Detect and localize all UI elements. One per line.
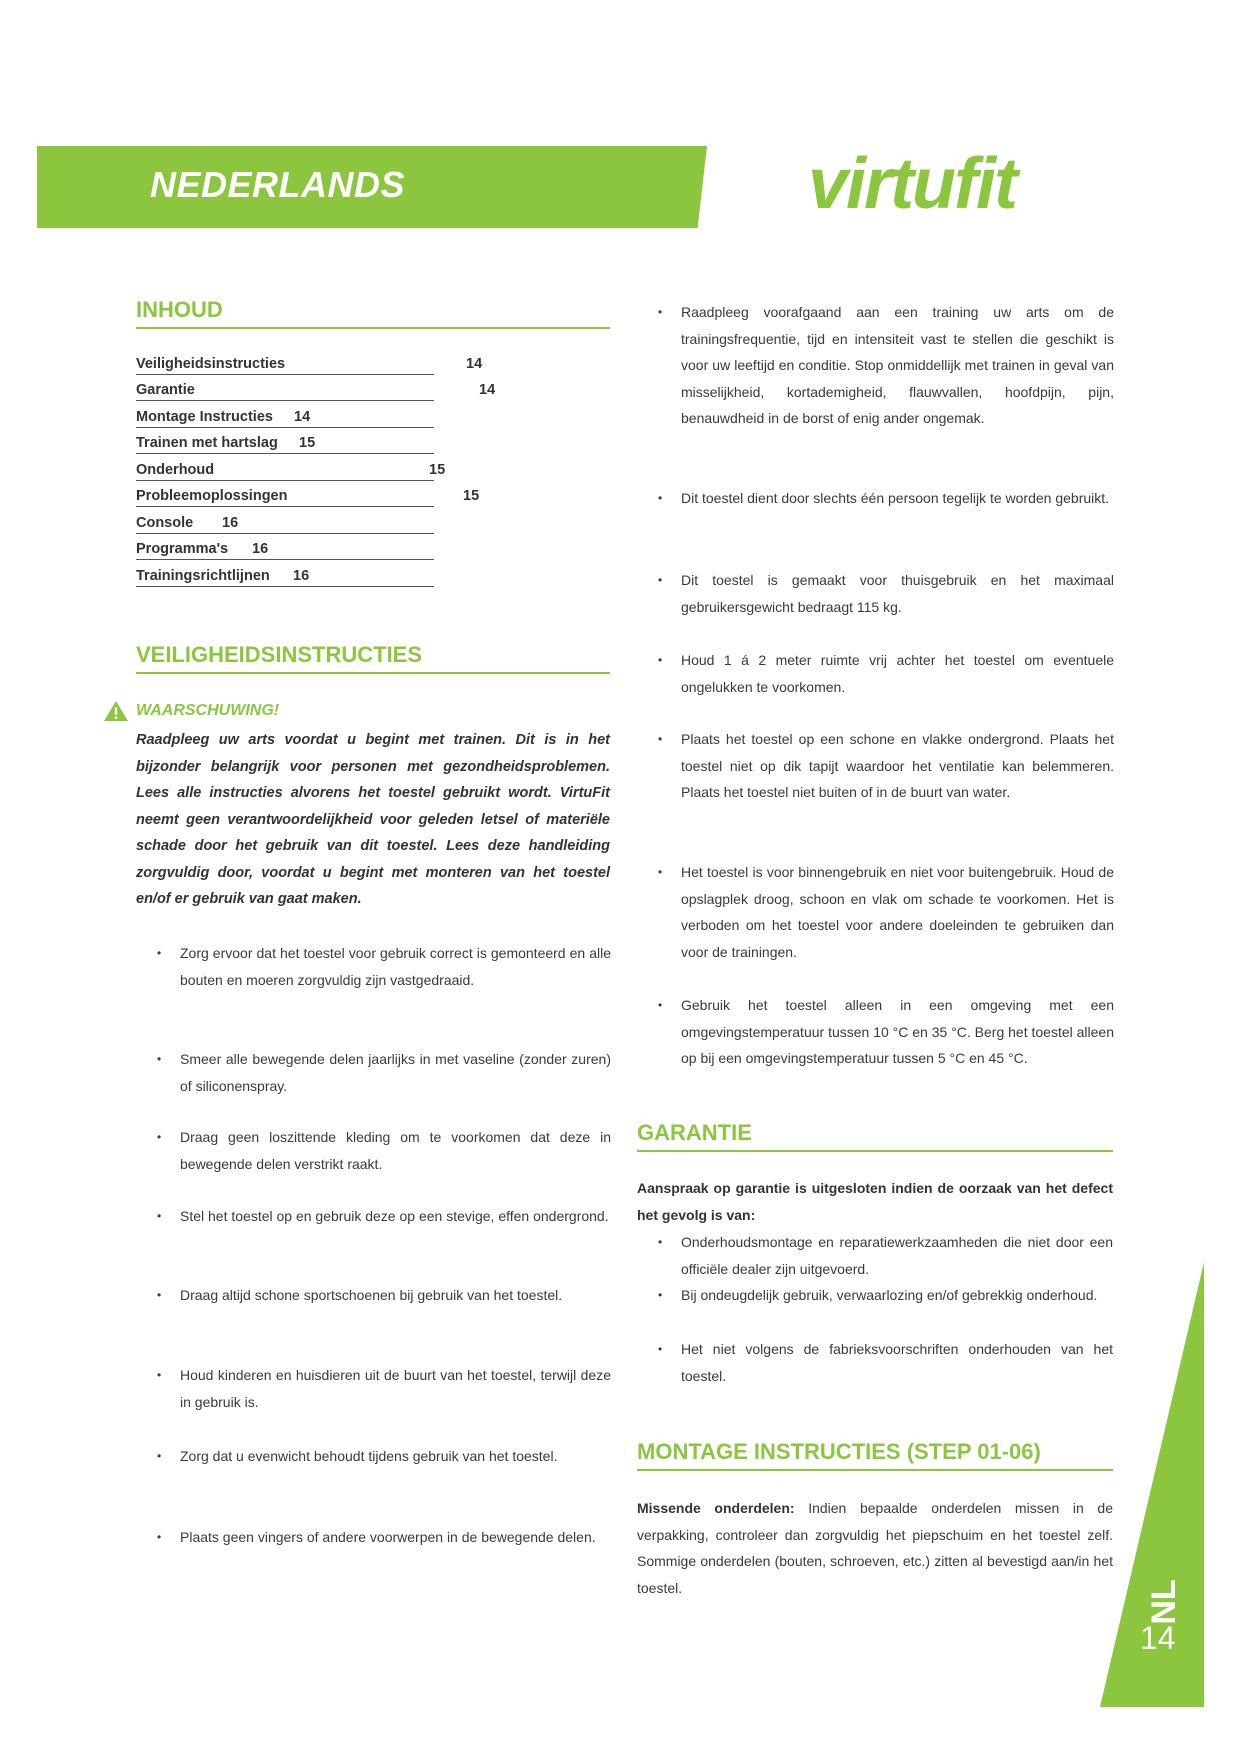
assembly-text — [637, 1495, 1113, 1601]
page-number: 14 — [1140, 1620, 1176, 1656]
warning-icon — [103, 700, 129, 722]
assembly-heading: MONTAGE INSTRUCTIES (STEP 01-06) — [637, 1439, 1113, 1471]
toc-item-page: 16 — [252, 541, 269, 557]
safety-bullet: • Houd 1 á 2 meter ruimte vrij achter het toestel om eventuele ongelukken te voorkomen. — [658, 652, 1114, 695]
assembly-body: Indien bepaalde onderdelen missen in de verpakking, controleer dan zorgvuldig het piepschuim en het toestel zelf. Sommige onderdelen (bouten, schroeven, etc.) zitten al bevestigd aan/in het toestel. — [637, 1500, 1114, 1596]
toc-item-page: 15 — [429, 462, 446, 478]
toc-heading: INHOUD — [136, 297, 610, 329]
toc-item-label: Trainingsrichtlijnen — [136, 568, 434, 587]
safety-bullet: • Plaats geen vingers of andere voorwerpen in de bewegende delen. — [157, 1529, 596, 1545]
toc-item-page: 15 — [463, 488, 480, 504]
toc-item-label: Montage Instructies — [136, 409, 434, 428]
warning-title: WAARSCHUWING! — [136, 702, 280, 719]
warranty-bullet: • Het niet volgens de fabrieksvoorschriften onderhouden van het toestel. — [658, 1341, 1113, 1384]
warning-text: Raadpleeg uw arts voordat u begint met trainen. Dit is in het bijzonder belangrijk voor personen met gezondheidsproblemen. Lees alle instructies alvorens het toestel gebruikt wordt. VirtuFit neemt geen verantwoordelijkheid voor geleden letsel of materiële schade door het gebruik van dit toestel. Lees deze handleiding zorgvuldig door, voordat u begint met monteren van het toestel en/of er gebruik van gaat maken. — [136, 732, 610, 907]
toc-item-page: 14 — [466, 356, 483, 372]
safety-bullet: • Smeer alle bewegende delen jaarlijks in met vaseline (zonder zuren) of siliconenspray. — [157, 1051, 611, 1094]
warranty-bullet: • Onderhoudsmontage en reparatiewerkzaamheden die niet door een officiële dealer zijn uitgevoerd. — [658, 1234, 1113, 1277]
brand-logo: virtufit — [808, 144, 1016, 224]
safety-bullet: • Dit toestel is gemaakt voor thuisgebruik en het maximaal gebruikersgewicht bedraagt 115 kg. — [658, 572, 1114, 615]
toc-item-label: Trainen met hartslag — [136, 435, 434, 454]
toc-item-label: Veiligheidsinstructies — [136, 356, 434, 375]
assembly-lead: Missende onderdelen: — [637, 1500, 795, 1516]
safety-bullet: • Gebruik het toestel alleen in een omgeving met een omgevingstemperatuur tussen 10 °C en 35 °C. Berg het toestel alleen op bij een omgevingstemperatuur tussen 5 °C en 45 °C. — [658, 997, 1115, 1066]
safety-bullet: • Plaats het toestel op een schone en vlakke ondergrond. Plaats het toestel niet op dik tapijt waardoor het ventilatie kan belemmeren. Plaats het toestel niet buiten of in de buurt van water. — [658, 731, 1114, 800]
toc-item-label: Garantie — [136, 382, 434, 401]
toc-item-label: Probleemoplossingen — [136, 488, 434, 507]
safety-bullet: • Houd kinderen en huisdieren uit de buurt van het toestel, terwijl deze in gebruik is. — [157, 1367, 611, 1410]
safety-bullet: • Stel het toestel op en gebruik deze op een stevige, effen ondergrond. — [157, 1208, 609, 1224]
safety-bullet: • Zorg dat u evenwicht behoudt tijdens gebruik van het toestel. — [157, 1448, 558, 1464]
toc-item-page: 14 — [294, 409, 311, 425]
safety-bullet: • Dit toestel dient door slechts één persoon tegelijk te worden gebruikt. — [658, 490, 1110, 506]
toc-item-label: Programma's — [136, 541, 434, 560]
safety-bullet: • Draag geen loszittende kleding om te voorkomen dat deze in bewegende delen verstrikt raakt. — [157, 1129, 611, 1172]
toc-item-page: 14 — [479, 382, 496, 398]
language-code: NL — [1145, 1579, 1183, 1625]
warranty-intro: Aanspraak op garantie is uitgesloten indien de oorzaak van het defect het gevolg is van: — [637, 1180, 1113, 1223]
warranty-bullet: • Bij ondeugdelijk gebruik, verwaarlozing en/of gebrekkig onderhoud. — [658, 1287, 1098, 1303]
safety-bullet: • Het toestel is voor binnengebruik en niet voor buitengebruik. Houd de opslagplek droog, schoon en vlak om schade te voorkomen. Het is verboden om het toestel voor andere doeleinden te gebruiken dan voor de trainingen. — [658, 864, 1114, 960]
page-title: NEDERLANDS — [150, 164, 406, 205]
safety-bullet: • Zorg ervoor dat het toestel voor gebruik correct is gemonteerd en alle bouten en moeren zorgvuldig zijn vastgedraaid. — [157, 945, 611, 988]
toc-item-page: 16 — [293, 568, 310, 584]
safety-bullet: • Raadpleeg voorafgaand aan een training uw arts om de trainingsfrequentie, tijd en intensiteit vast te stellen die geschikt is voor uw leeftijd en conditie. Stop onmiddellijk met trainen in geval van misselijkheid, kortademigheid, flauwvallen, hoofdpijn, pijn, benauwdheid in de borst of enig ander ongemak. — [658, 304, 1114, 426]
toc-item-label: Onderhoud — [136, 462, 434, 481]
safety-heading: VEILIGHEIDSINSTRUCTIES — [136, 642, 610, 674]
safety-bullet: • Draag altijd schone sportschoenen bij gebruik van het toestel. — [157, 1287, 563, 1303]
warranty-heading: GARANTIE — [637, 1120, 1113, 1152]
toc-item-page: 15 — [299, 435, 316, 451]
toc-item-label: Console — [136, 515, 434, 534]
toc-item-page: 16 — [222, 515, 239, 531]
